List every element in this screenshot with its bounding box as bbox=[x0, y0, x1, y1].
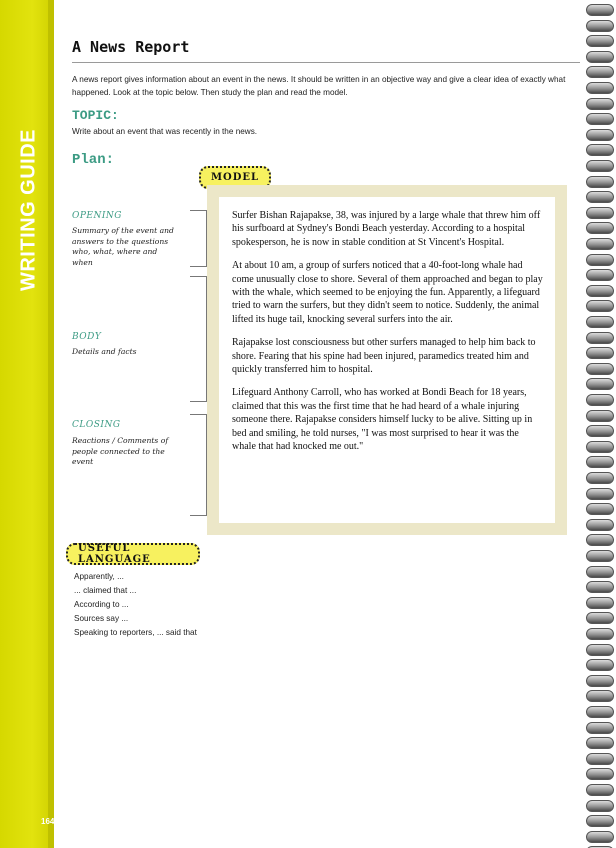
spiral-coil bbox=[586, 300, 614, 312]
model-paragraph: At about 10 am, a group of surfers noticed that a 40-foot-long whale had come unusually close to shore. Several of them approached and began to play with the whale, which seemed to be enjoying the fun. Apparently, a lifeguard tried to warn the surfers, but they didn't seem to notice. Suddenly, the animal lifted its huge tail, knocking several surfers into the air. bbox=[232, 260, 543, 325]
plan-desc-closing: Reactions / Comments of people connected to the event bbox=[72, 436, 169, 466]
spiral-coil bbox=[586, 425, 614, 437]
useful-language-item: According to ... bbox=[74, 600, 129, 609]
model-paragraph: Surfer Bishan Rajapakse, 38, was injured by a large whale that threw him off his surfboard at Sydney's Bondi Beach yesterday. According to a hospital spokesperson, he is now in stable condition at St Vincent's Hospital. bbox=[232, 210, 541, 248]
spiral-coil bbox=[586, 254, 614, 266]
plan-label-body: BODY bbox=[72, 332, 102, 342]
spiral-coil bbox=[586, 644, 614, 656]
plan-heading: Plan: bbox=[72, 152, 115, 168]
spiral-coil bbox=[586, 441, 614, 453]
spiral-coil bbox=[586, 628, 614, 640]
spiral-coil bbox=[586, 722, 614, 734]
strip-edge bbox=[48, 0, 54, 848]
spiral-coil bbox=[586, 176, 614, 188]
spiral-coil bbox=[586, 753, 614, 765]
spiral-coil bbox=[586, 503, 614, 515]
spiral-coil bbox=[586, 831, 614, 843]
model-tag: MODEL bbox=[199, 166, 271, 189]
spiral-coil bbox=[586, 332, 614, 344]
spiral-coil bbox=[586, 706, 614, 718]
topic-heading: TOPIC: bbox=[72, 108, 119, 123]
spiral-coil bbox=[586, 113, 614, 125]
spiral-coil bbox=[586, 784, 614, 796]
model-paragraph: Rajapakse lost consciousness but other surfers managed to help him back to shore. Fearing that his spine had been injured, paramedics treated him and quickly transferred him to hospital. bbox=[232, 337, 536, 376]
spiral-binding bbox=[580, 0, 616, 848]
spiral-coil bbox=[586, 144, 614, 156]
topic-text: Write about an event that was recently in the news. bbox=[72, 127, 258, 136]
spiral-coil bbox=[586, 612, 614, 624]
spiral-coil bbox=[586, 534, 614, 546]
spiral-coil bbox=[586, 659, 614, 671]
model-paragraph: Lifeguard Anthony Carroll, who has worked at Bondi Beach for 18 years, claimed that this was the first time that he had heard of a whale injuring someone there. Rajapakse considers himself lucky to be alive. Sitting up in bed and smiling, he told nurses, "I was most surprised to hear it was the whale that had knocked me out." bbox=[232, 387, 533, 453]
spiral-coil bbox=[586, 581, 614, 593]
intro-text: A news report gives information about an event in the news. It should be written in an objective way and give a clear idea of exactly what happened. Look at the topic below. Then study the plan and read the model. bbox=[72, 75, 566, 97]
spiral-coil bbox=[586, 207, 614, 219]
spiral-coil bbox=[586, 597, 614, 609]
spiral-coil bbox=[586, 269, 614, 281]
spiral-coil bbox=[586, 35, 614, 47]
spiral-coil bbox=[586, 20, 614, 32]
spiral-coil bbox=[586, 737, 614, 749]
spiral-coil bbox=[586, 768, 614, 780]
spiral-coil bbox=[586, 675, 614, 687]
spiral-coil bbox=[586, 4, 614, 16]
spiral-coil bbox=[586, 519, 614, 531]
bracket-closing bbox=[190, 414, 207, 516]
spiral-coil bbox=[586, 66, 614, 78]
spiral-coil bbox=[586, 815, 614, 827]
spiral-coil bbox=[586, 566, 614, 578]
useful-language-item: Apparently, ... bbox=[74, 572, 124, 581]
title-divider bbox=[72, 62, 580, 63]
spiral-coil bbox=[586, 285, 614, 297]
spiral-coil bbox=[586, 129, 614, 141]
spiral-coil bbox=[586, 347, 614, 359]
plan-label-opening: OPENING bbox=[72, 211, 122, 221]
spiral-coil bbox=[586, 363, 614, 375]
model-inner bbox=[219, 197, 555, 523]
spiral-coil bbox=[586, 82, 614, 94]
bracket-body bbox=[190, 276, 207, 402]
spiral-coil bbox=[586, 98, 614, 110]
spiral-coil bbox=[586, 222, 614, 234]
useful-language-item: ... claimed that ... bbox=[74, 586, 137, 595]
spiral-coil bbox=[586, 456, 614, 468]
side-title: WRITING GUIDE bbox=[17, 128, 40, 292]
page-title: A News Report bbox=[72, 38, 190, 56]
plan-desc-opening: Summary of the event and answers to the questions who, what, where and when bbox=[72, 226, 174, 267]
page-number: 164 bbox=[41, 817, 55, 826]
spiral-coil bbox=[586, 690, 614, 702]
spiral-coil bbox=[586, 472, 614, 484]
spiral-coil bbox=[586, 800, 614, 812]
spiral-coil bbox=[586, 316, 614, 328]
plan-label-closing: CLOSING bbox=[72, 420, 121, 430]
spiral-coil bbox=[586, 191, 614, 203]
plan-desc-body: Details and facts bbox=[72, 347, 137, 356]
useful-language-list bbox=[74, 570, 197, 640]
writing-guide-strip bbox=[0, 0, 54, 848]
spiral-coil bbox=[586, 238, 614, 250]
bracket-opening bbox=[190, 210, 207, 267]
spiral-coil bbox=[586, 51, 614, 63]
useful-language-tag: USEFUL LANGUAGE bbox=[66, 543, 200, 565]
spiral-coil bbox=[586, 160, 614, 172]
spiral-coil bbox=[586, 378, 614, 390]
spiral-coil bbox=[586, 550, 614, 562]
useful-language-item: Speaking to reporters, ... said that bbox=[74, 628, 197, 637]
spiral-coil bbox=[586, 394, 614, 406]
model-box bbox=[207, 185, 567, 535]
spiral-coil bbox=[586, 410, 614, 422]
spiral-coil bbox=[586, 488, 614, 500]
useful-language-item: Sources say ... bbox=[74, 614, 129, 623]
